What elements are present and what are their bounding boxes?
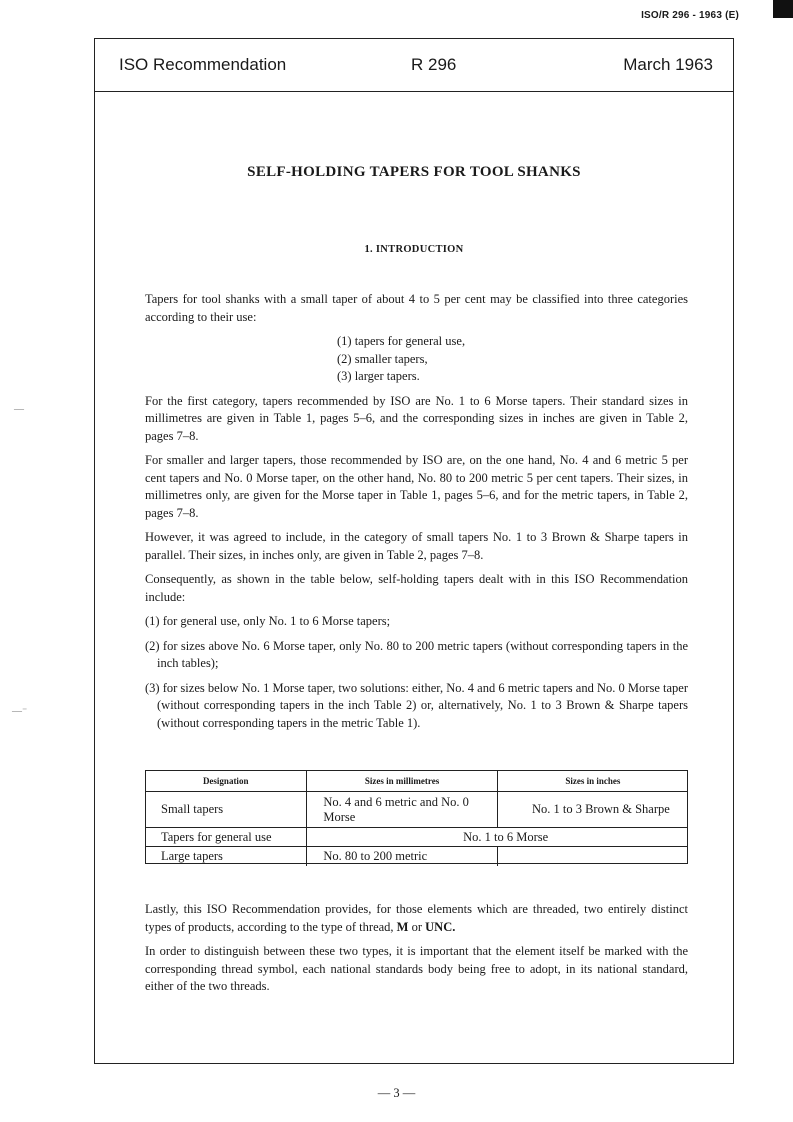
category-item: (1) tapers for general use, [337, 334, 466, 348]
category-item: (2) smaller tapers, [337, 351, 428, 366]
thread-m: M [396, 919, 409, 934]
document-reference: ISO/R 296 - 1963 (E) [641, 10, 739, 21]
corner-mark [773, 0, 793, 18]
thread-or: or [408, 919, 426, 934]
table-header-row [145, 771, 688, 792]
column-header: Designation [145, 771, 307, 792]
header-right: March 1963 [623, 55, 713, 74]
category-list [337, 333, 688, 386]
table-row [145, 847, 688, 866]
closing-paragraph: In order to distinguish between these two types, it is important that the element itself be marked with the corresponding thread symbol, each national standards body being free to adopt, in its national standard, either of the two threads. [145, 944, 688, 993]
table-cell: No. 1 to 6 Morse [307, 828, 688, 847]
table-row [145, 792, 688, 828]
margin-mark: — [14, 404, 24, 415]
include-item: (2) for sizes above No. 6 Morse taper, only No. 80 to 200 metric tapers (without corresponding tapers in the inch tables); [145, 638, 688, 670]
table-cell: No. 1 to 3 Brown & Sharpe [497, 792, 688, 828]
page-frame [94, 38, 734, 1064]
closing-text: Lastly, this ISO Recommendation provides, for those elements which are threaded, two entirely distinct types of products, according to the type of thread, [145, 902, 688, 934]
include-item: (1) for general use, only No. 1 to 6 Morse tapers; [145, 614, 391, 628]
thread-unc: UNC. [425, 919, 456, 934]
intro-paragraph: Tapers for tool shanks with a small taper of about 4 to 5 per cent may be classified into three categories according to their use: [145, 292, 688, 324]
header-center: R 296 [411, 55, 457, 74]
include-item: (3) for sizes below No. 1 Morse taper, two solutions: either, No. 4 and 6 metric tapers and No. 0 Morse taper (without corresponding tapers in the inch Table 2) or, alternatively, No. 1 to 3 Brown & Sharpe tapers (without corresponding tapers in the metric Table 1). [145, 680, 688, 730]
closing-body [145, 901, 688, 1003]
page-header [95, 39, 733, 92]
table-cell: Tapers for general use [145, 828, 307, 847]
header-left: ISO Recommendation [119, 55, 287, 74]
table-cell: Small tapers [161, 802, 224, 816]
table-row [145, 828, 688, 847]
intro-body [145, 291, 688, 739]
paragraph: Consequently, as shown in the table below, self-holding tapers dealt with in this ISO Recommendation include: [145, 572, 688, 604]
column-header: Sizes in millimetres [307, 771, 497, 792]
category-item: (3) larger tapers. [337, 369, 420, 383]
paragraph: However, it was agreed to include, in the category of small tapers No. 1 to 3 Brown & Sharpe tapers in parallel. Their sizes, in inches only, are given in Table 2, pages 7–8. [145, 530, 688, 562]
page-number: — 3 — [377, 1086, 416, 1100]
table-cell [497, 847, 688, 866]
margin-mark: —⁻ [12, 706, 28, 717]
paragraph: For the first category, tapers recommended by ISO are No. 1 to 6 Morse tapers. Their standard sizes in millimetres are given in Table 1, pages 5–6, and the corresponding sizes in inches are given in Table 2, pages 7–8. [145, 393, 688, 443]
table-cell: Large tapers [145, 847, 307, 866]
closing-paragraph [145, 901, 688, 936]
taper-table [145, 770, 688, 866]
section-heading: 1. INTRODUCTION [364, 244, 464, 255]
table-cell: No. 4 and 6 metric and No. 0 Morse [307, 792, 497, 828]
column-header: Sizes in inches [497, 771, 688, 792]
table-cell: No. 80 to 200 metric [307, 847, 497, 866]
paragraph: For smaller and larger tapers, those recommended by ISO are, on the one hand, No. 4 and 6 metric 5 per cent tapers and No. 0 Morse taper, on the other hand, No. 80 to 200 metric 5 per cent tapers. Their sizes, in millimetres only, are given for the Morse taper in Table 1, pages 5–6, and for the metric tapers, in Table 2, pages 7–8. [145, 453, 688, 520]
document-title: SELF-HOLDING TAPERS FOR TOOL SHANKS [247, 164, 581, 180]
